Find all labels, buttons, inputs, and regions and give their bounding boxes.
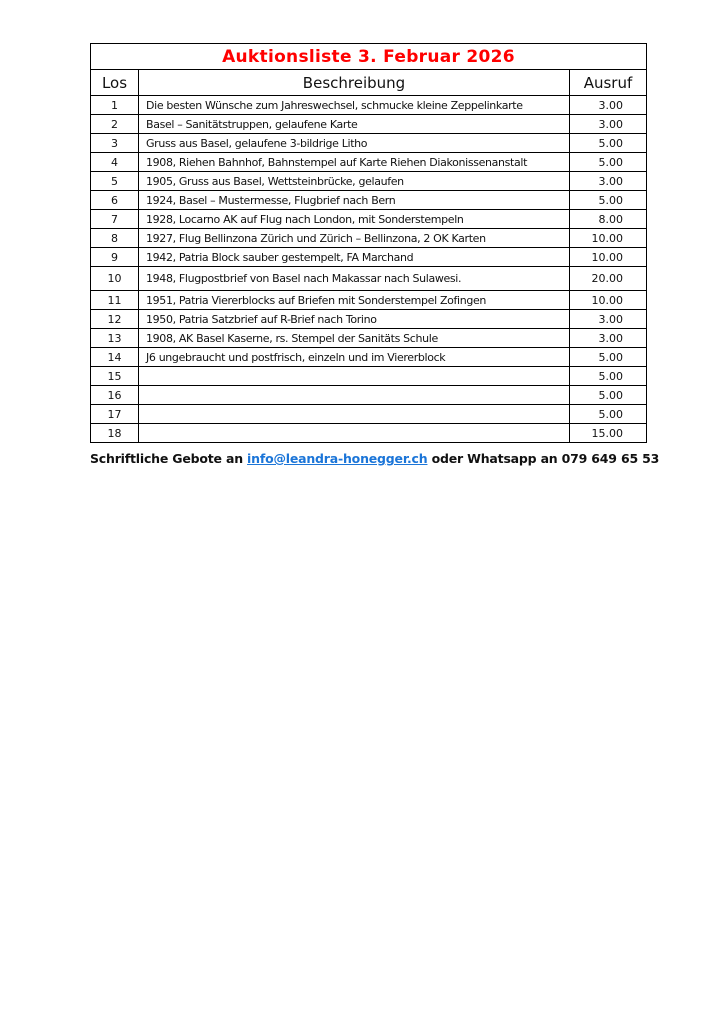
- los-cell: 15: [91, 367, 139, 386]
- column-header-los: Los: [91, 70, 139, 96]
- email-link[interactable]: info@leandra-honegger.ch: [247, 451, 428, 466]
- description-cell: 1951, Patria Viererblocks auf Briefen mit Sonderstempel Zofingen: [139, 291, 570, 310]
- table-row: [91, 329, 647, 348]
- description-cell: 1928, Locarno AK auf Flug nach London, mit Sonderstempeln: [139, 210, 570, 229]
- ausruf-cell: 5.00: [569, 386, 646, 405]
- footer-prefix: Schriftliche Gebote an: [90, 451, 248, 466]
- table-row: [91, 367, 647, 386]
- los-cell: 1: [91, 96, 139, 115]
- ausruf-cell: 15.00: [569, 424, 646, 443]
- footer-suffix: oder Whatsapp an 079 649 65 53: [427, 451, 660, 466]
- ausruf-cell: 5.00: [569, 367, 646, 386]
- los-cell: 2: [91, 115, 139, 134]
- auction-document: [90, 43, 660, 466]
- ausruf-cell: 3.00: [569, 329, 646, 348]
- description-cell: 1908, Riehen Bahnhof, Bahnstempel auf Karte Riehen Diakonissenanstalt: [139, 153, 570, 172]
- ausruf-cell: 10.00: [569, 291, 646, 310]
- los-cell: 11: [91, 291, 139, 310]
- los-cell: 17: [91, 405, 139, 424]
- description-cell: [139, 386, 570, 405]
- auction-table: [90, 43, 647, 443]
- description-cell: 1950, Patria Satzbrief auf R-Brief nach Torino: [139, 310, 570, 329]
- description-cell: 1908, AK Basel Kaserne, rs. Stempel der Sanitäts Schule: [139, 329, 570, 348]
- column-header-beschreibung: Beschreibung: [139, 70, 570, 96]
- ausruf-cell: 10.00: [569, 229, 646, 248]
- description-cell: Gruss aus Basel, gelaufene 3-bildrige Litho: [139, 134, 570, 153]
- title-row: [91, 44, 647, 70]
- table-row: [91, 348, 647, 367]
- los-cell: 10: [91, 267, 139, 291]
- table-row: [91, 96, 647, 115]
- header-row: [91, 70, 647, 96]
- ausruf-cell: 3.00: [569, 310, 646, 329]
- ausruf-cell: 20.00: [569, 267, 646, 291]
- description-cell: Die besten Wünsche zum Jahreswechsel, schmucke kleine Zeppelinkarte: [139, 96, 570, 115]
- table-row: [91, 424, 647, 443]
- table-row: [91, 191, 647, 210]
- ausruf-cell: 3.00: [569, 115, 646, 134]
- ausruf-cell: 10.00: [569, 248, 646, 267]
- table-row: [91, 248, 647, 267]
- ausruf-cell: 8.00: [569, 210, 646, 229]
- los-cell: 16: [91, 386, 139, 405]
- table-row: [91, 172, 647, 191]
- los-cell: 14: [91, 348, 139, 367]
- description-cell: Basel – Sanitätstruppen, gelaufene Karte: [139, 115, 570, 134]
- table-row: [91, 210, 647, 229]
- ausruf-cell: 5.00: [569, 405, 646, 424]
- ausruf-cell: 5.00: [569, 348, 646, 367]
- footer-note: [90, 451, 660, 466]
- table-row: [91, 115, 647, 134]
- los-cell: 7: [91, 210, 139, 229]
- los-cell: 18: [91, 424, 139, 443]
- column-header-ausruf: Ausruf: [569, 70, 646, 96]
- ausruf-cell: 3.00: [569, 96, 646, 115]
- description-cell: 1905, Gruss aus Basel, Wettsteinbrücke, gelaufen: [139, 172, 570, 191]
- los-cell: 3: [91, 134, 139, 153]
- los-cell: 12: [91, 310, 139, 329]
- table-row: [91, 267, 647, 291]
- los-cell: 5: [91, 172, 139, 191]
- table-row: [91, 134, 647, 153]
- table-row: [91, 153, 647, 172]
- description-cell: J6 ungebraucht und postfrisch, einzeln und im Viererblock: [139, 348, 570, 367]
- description-cell: 1942, Patria Block sauber gestempelt, FA Marchand: [139, 248, 570, 267]
- table-row: [91, 310, 647, 329]
- ausruf-cell: 5.00: [569, 191, 646, 210]
- ausruf-cell: 5.00: [569, 134, 646, 153]
- table-row: [91, 386, 647, 405]
- ausruf-cell: 5.00: [569, 153, 646, 172]
- los-cell: 6: [91, 191, 139, 210]
- description-cell: 1924, Basel – Mustermesse, Flugbrief nach Bern: [139, 191, 570, 210]
- table-row: [91, 229, 647, 248]
- los-cell: 8: [91, 229, 139, 248]
- los-cell: 4: [91, 153, 139, 172]
- description-cell: 1948, Flugpostbrief von Basel nach Makassar nach Sulawesi.: [139, 267, 570, 291]
- los-cell: 9: [91, 248, 139, 267]
- description-cell: [139, 405, 570, 424]
- ausruf-cell: 3.00: [569, 172, 646, 191]
- description-cell: [139, 367, 570, 386]
- description-cell: 1927, Flug Bellinzona Zürich und Zürich – Bellinzona, 2 OK Karten: [139, 229, 570, 248]
- description-cell: [139, 424, 570, 443]
- los-cell: 13: [91, 329, 139, 348]
- table-row: [91, 291, 647, 310]
- page-title: Auktionsliste 3. Februar 2026: [91, 44, 647, 70]
- table-row: [91, 405, 647, 424]
